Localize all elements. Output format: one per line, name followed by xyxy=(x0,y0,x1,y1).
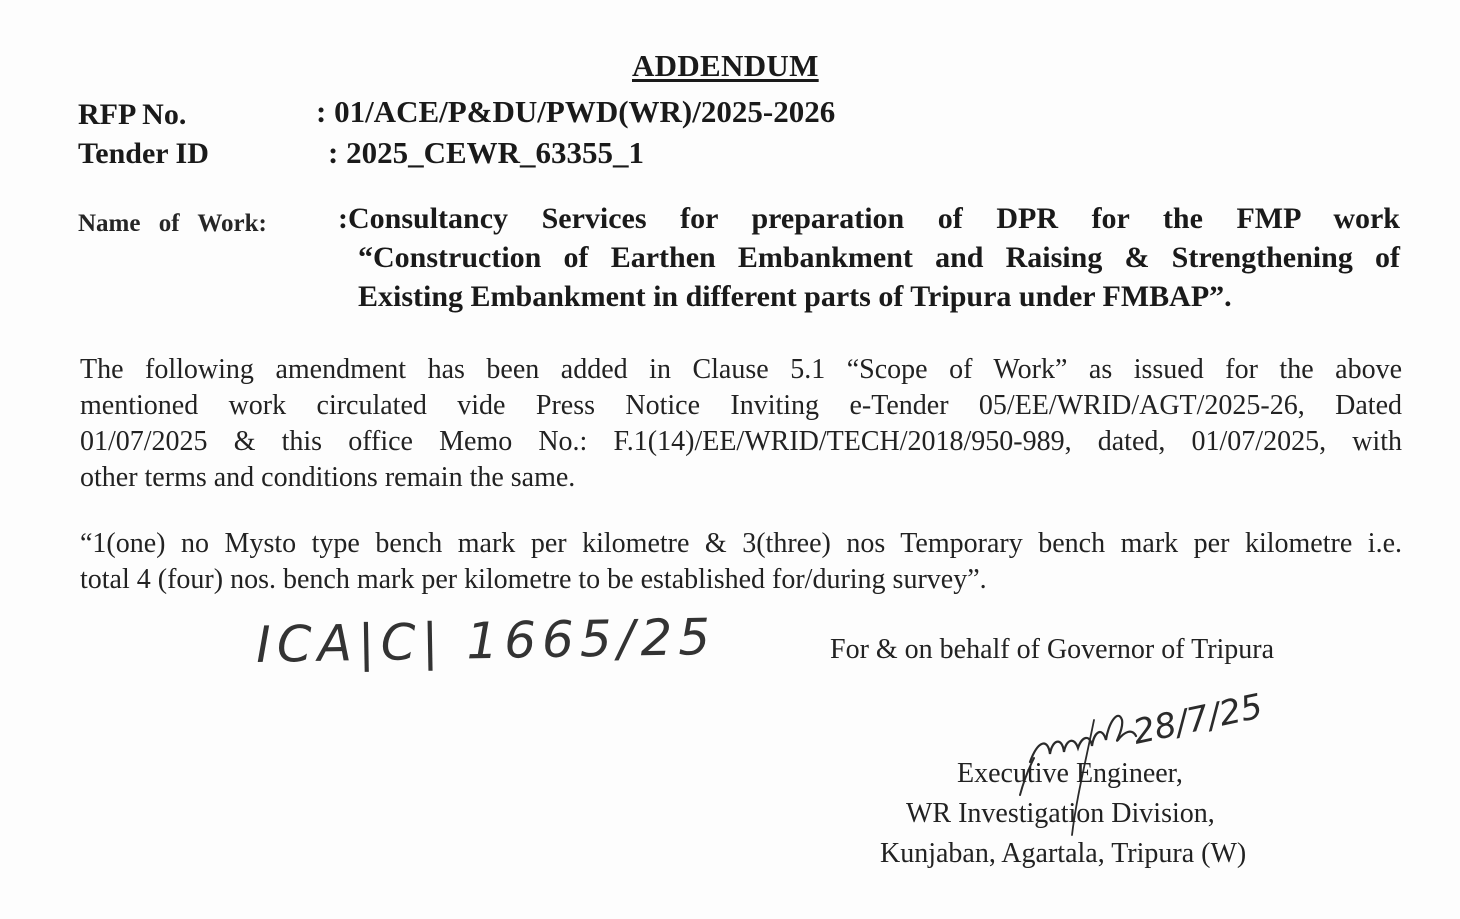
signatory-address: Kunjaban, Agartala, Tripura (W) xyxy=(880,838,1247,869)
work-line: “Construction of Earthen Embankment and Raising & Strengthening of xyxy=(358,241,1400,274)
paragraph-line: mentioned work circulated vide Press Notice Inviting e-Tender 05/EE/WRID/AGT/2025-26, Dated xyxy=(80,390,1402,421)
work-line: Existing Embankment in different parts of Tripura under FMBAP”. xyxy=(358,280,1232,313)
signatory-division: WR Investigation Division, xyxy=(906,798,1215,829)
rfp-number: : 01/ACE/P&DU/PWD(WR)/2025-2026 xyxy=(316,94,836,129)
quoted-amendment xyxy=(80,526,1402,598)
handwritten-reference-number: ICA|C| 1665/25 xyxy=(255,607,717,675)
name-of-work-label: Name of Work: xyxy=(78,210,267,237)
paragraph-line: The following amendment has been added in Clause 5.1 “Scope of Work” as issued for the above xyxy=(80,354,1402,385)
tender-id-value: : 2025_CEWR_63355_1 xyxy=(328,135,645,170)
amendment-paragraph xyxy=(80,352,1402,496)
tender-id-label: Tender ID xyxy=(78,137,209,170)
rfp-label: RFP No. xyxy=(78,98,187,131)
document-title: ADDENDUM xyxy=(632,48,819,83)
paragraph-line: “1(one) no Mysto type bench mark per kilometre & 3(three) nos Temporary bench mark per kilometre i.e. xyxy=(80,528,1402,559)
paragraph-line: 01/07/2025 & this office Memo No.: F.1(14)/EE/WRID/TECH/2018/950-989, dated, 01/07/2025, with xyxy=(80,426,1402,457)
work-line: :Consultancy Services for preparation of DPR for the FMP work xyxy=(338,202,1400,235)
paragraph-line: other terms and conditions remain the same. xyxy=(80,462,576,493)
name-of-work-text xyxy=(338,199,1400,316)
on-behalf-line: For & on behalf of Governor of Tripura xyxy=(830,634,1275,665)
signatory-designation: Executive Engineer, xyxy=(957,758,1183,789)
signature-date: 28/7/25 xyxy=(1129,686,1267,753)
paragraph-line: total 4 (four) nos. bench mark per kilometre to be established for/during survey”. xyxy=(80,564,987,595)
